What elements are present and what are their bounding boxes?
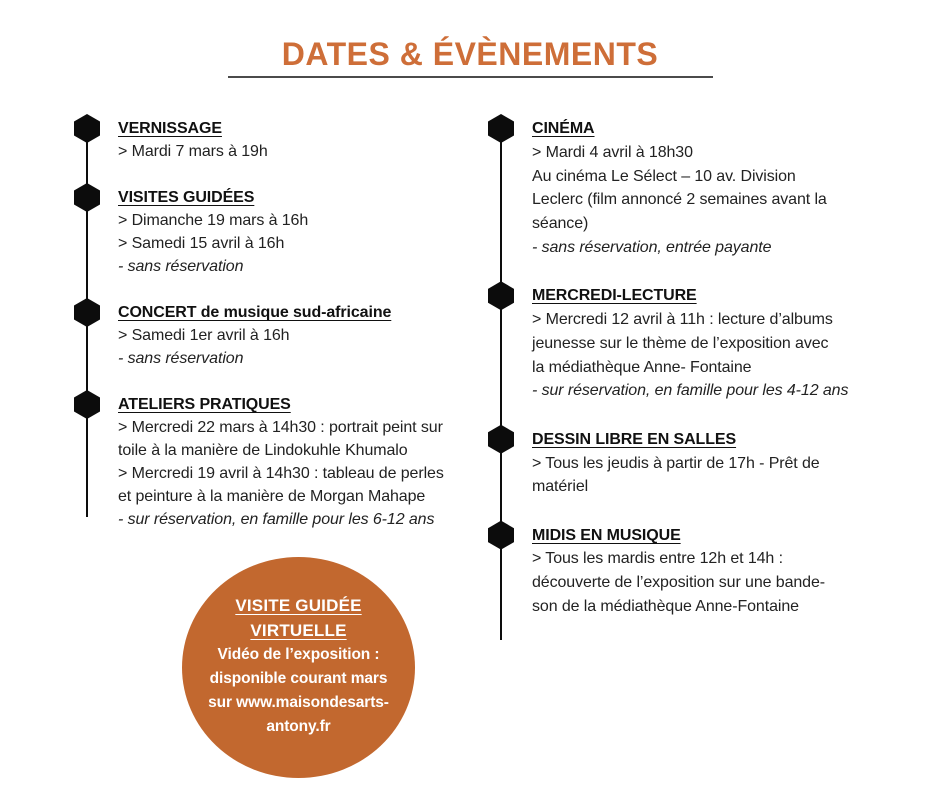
- badge-website-line: antony.fr: [266, 718, 331, 735]
- event-detail-line: la médiathèque Anne- Fontaine: [532, 358, 752, 376]
- badge-body-line: disponible courant mars: [209, 670, 388, 687]
- event-concert: [74, 301, 484, 370]
- hexagon-bullet-icon: [74, 298, 100, 327]
- event-note-line: - sans réservation, entrée payante: [532, 238, 772, 256]
- event-detail-line: > Dimanche 19 mars à 16h: [118, 212, 309, 229]
- event-detail-line: Leclerc (film annoncé 2 semaines avant la: [532, 191, 827, 209]
- event-detail-line: > Mercredi 22 mars à 14h30 : portrait peint sur: [118, 419, 443, 436]
- event-note-line: - sans réservation: [118, 350, 244, 367]
- event-detail-line: toile à la manière de Lindokuhle Khumalo: [118, 442, 408, 459]
- event-title: DESSIN LIBRE EN SALLES: [532, 430, 737, 448]
- event-title: CONCERT de musique sud-africaine: [118, 304, 392, 321]
- event-detail-line: jeunesse sur le thème de l’exposition avec: [532, 334, 829, 352]
- title-underline-rule: [228, 76, 713, 78]
- events-column-right: [488, 117, 898, 643]
- event-detail-line: > Tous les jeudis à partir de 17h - Prêt de: [532, 454, 820, 472]
- event-detail-line: matériel: [532, 478, 589, 496]
- badge-body-line: Vidéo de l’exposition :: [217, 646, 380, 663]
- event-mercredi-lecture: [488, 284, 898, 403]
- event-ateliers-pratiques: [74, 393, 484, 531]
- event-title: VERNISSAGE: [118, 120, 222, 137]
- event-vernissage: [74, 117, 484, 163]
- badge-website-line: sur www.maisondesarts-: [208, 694, 389, 711]
- badge-title-line: VISITE GUIDÉE: [235, 596, 362, 615]
- event-title: VISITES GUIDÉES: [118, 189, 255, 206]
- virtual-tour-badge: [182, 557, 415, 778]
- hexagon-bullet-icon: [488, 521, 514, 550]
- page-title: DATES & ÉVÈNEMENTS: [281, 36, 659, 72]
- event-detail-line: Au cinéma Le Sélect – 10 av. Division: [532, 167, 796, 185]
- event-detail-line: > Mercredi 12 avril à 11h : lecture d’albums: [532, 311, 833, 329]
- event-visites-guidees: [74, 186, 484, 278]
- event-dessin-libre: [488, 428, 898, 499]
- event-detail-line: > Mercredi 19 avril à 14h30 : tableau de perles: [118, 465, 444, 482]
- hexagon-bullet-icon: [488, 281, 514, 310]
- event-detail-line: séance): [532, 215, 589, 233]
- hexagon-bullet-icon: [74, 183, 100, 212]
- event-detail-line: > Samedi 1er avril à 16h: [118, 327, 290, 344]
- event-note-line: - sur réservation, en famille pour les 4-12 ans: [532, 382, 849, 400]
- event-note-line: - sans réservation: [118, 258, 244, 275]
- event-title: MIDIS EN MUSIQUE: [532, 526, 681, 544]
- event-detail-line: découverte de l’exposition sur une bande-: [532, 574, 825, 592]
- event-title: CINÉMA: [532, 120, 595, 137]
- hexagon-bullet-icon: [74, 390, 100, 419]
- hexagon-bullet-icon: [488, 114, 514, 143]
- event-title: ATELIERS PRATIQUES: [118, 396, 291, 413]
- event-detail-line: > Mardi 7 mars à 19h: [118, 143, 268, 160]
- hexagon-bullet-icon: [74, 114, 100, 143]
- events-column-left: [74, 117, 484, 554]
- event-cinema: [488, 117, 898, 260]
- event-midis-en-musique: [488, 524, 898, 619]
- badge-title-line: VIRTUELLE: [250, 621, 347, 640]
- event-detail-line: > Mardi 4 avril à 18h30: [532, 143, 693, 161]
- event-detail-line: > Tous les mardis entre 12h et 14h :: [532, 550, 783, 568]
- event-detail-line: son de la médiathèque Anne-Fontaine: [532, 598, 799, 616]
- event-detail-line: et peinture à la manière de Morgan Mahape: [118, 488, 426, 505]
- event-title: MERCREDI-LECTURE: [532, 287, 697, 305]
- event-note-line: - sur réservation, en famille pour les 6-12 ans: [118, 511, 435, 528]
- event-detail-line: > Samedi 15 avril à 16h: [118, 235, 285, 252]
- hexagon-bullet-icon: [488, 425, 514, 454]
